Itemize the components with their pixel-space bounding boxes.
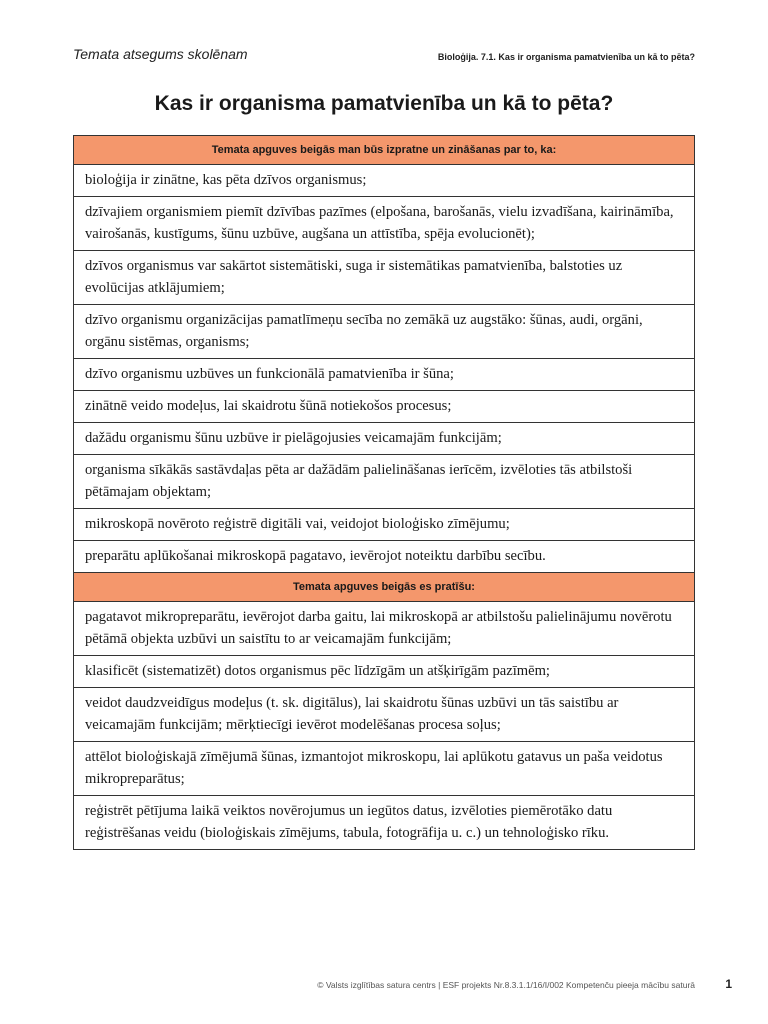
outcome-text: organisma sīkākās sastāvdaļas pēta ar dažādām palielināšanas ierīcēm, izvēloties tās atbilstoši pētāmajam objektam; <box>74 455 695 509</box>
footer-text: © Valsts izglītības satura centrs | ESF projekts Nr.8.3.1.1/16/I/002 Kompetenču pieeja mācību saturā <box>317 980 695 990</box>
outcome-row <box>74 742 695 796</box>
outcome-text: dzīvo organismu organizācijas pamatlīmeņu secība no zemākā uz augstāko: šūnas, audi, orgāni, orgānu sistēmas, organisms; <box>74 305 695 359</box>
outcome-text: zinātnē veido modeļus, lai skaidrotu šūnā notiekošos procesus; <box>74 391 695 423</box>
outcome-text: reģistrēt pētījuma laikā veiktos novērojumus un iegūtos datus, izvēloties piemērotāko datu reģistrēšanas veidu (bioloģiskais zīmējums, tabula, fotogrāfija u. c.) un tehnoloģisko rīku. <box>74 796 695 850</box>
outcome-text: dzīvajiem organismiem piemīt dzīvības pazīmes (elpošana, barošanās, vielu izvadīšana, kairināmība, vairošanās, kustīgums, šūnu uzbūve, augšana un attīstība, spēja evolucionēt); <box>74 197 695 251</box>
outcomes-table <box>73 135 695 850</box>
outcome-row <box>74 509 695 541</box>
outcome-row <box>74 305 695 359</box>
section-heading: Temata apguves beigās man būs izpratne un zināšanas par to, ka: <box>74 136 695 165</box>
outcome-row <box>74 165 695 197</box>
outcomes-table-body <box>74 136 695 850</box>
outcome-text: mikroskopā novēroto reģistrē digitāli vai, veidojot bioloģisko zīmējumu; <box>74 509 695 541</box>
outcome-row <box>74 541 695 573</box>
page-title: Kas ir organisma pamatvienība un kā to pēta? <box>154 92 614 115</box>
page-number: 1 <box>725 977 732 991</box>
section-header-row <box>74 573 695 602</box>
outcome-row <box>74 391 695 423</box>
outcome-row <box>74 688 695 742</box>
outcome-text: dzīvos organismus var sakārtot sistemātiski, suga ir sistemātikas pamatvienība, balstoties uz evolūcijas atklājumiem; <box>74 251 695 305</box>
section-heading: Temata apguves beigās es pratīšu: <box>74 573 695 602</box>
outcome-text: dažādu organismu šūnu uzbūve ir pielāgojusies veicamajām funkcijām; <box>74 423 695 455</box>
outcome-text: klasificēt (sistematizēt) dotos organismus pēc līdzīgām un atšķirīgām pazīmēm; <box>74 656 695 688</box>
outcome-text: preparātu aplūkošanai mikroskopā pagatavo, ievērojot noteiktu darbību secību. <box>74 541 695 573</box>
outcome-text: dzīvo organismu uzbūves un funkcionālā pamatvienība ir šūna; <box>74 359 695 391</box>
outcome-row <box>74 197 695 251</box>
outcome-row <box>74 423 695 455</box>
outcome-text: bioloģija ir zinātne, kas pēta dzīvos organismus; <box>74 165 695 197</box>
outcome-row <box>74 455 695 509</box>
outcome-text: veidot daudzveidīgus modeļus (t. sk. digitālus), lai skaidrotu šūnas uzbūvi un tās saistību ar veicamajām funkcijām; mērķtiecīgi ievērot modelēšanas procesa soļus; <box>74 688 695 742</box>
outcome-row <box>74 656 695 688</box>
outcome-text: pagatavot mikropreparātu, ievērojot darba gaitu, lai mikroskopā ar atbilstošu palielinājumu novērotu pētāmā objekta uzbūvi un saistītu to ar veicamajām funkcijām; <box>74 602 695 656</box>
document-header-right: Bioloģija. 7.1. Kas ir organisma pamatvienība un kā to pēta? <box>437 52 695 62</box>
document-header-left: Temata atsegums skolēnam <box>73 46 248 62</box>
outcome-row <box>74 796 695 850</box>
outcome-row <box>74 251 695 305</box>
section-header-row <box>74 136 695 165</box>
outcome-row <box>74 359 695 391</box>
outcome-row <box>74 602 695 656</box>
outcome-text: attēlot bioloģiskajā zīmējumā šūnas, izmantojot mikroskopu, lai aplūkotu gatavus un paša veidotus mikropreparātus; <box>74 742 695 796</box>
